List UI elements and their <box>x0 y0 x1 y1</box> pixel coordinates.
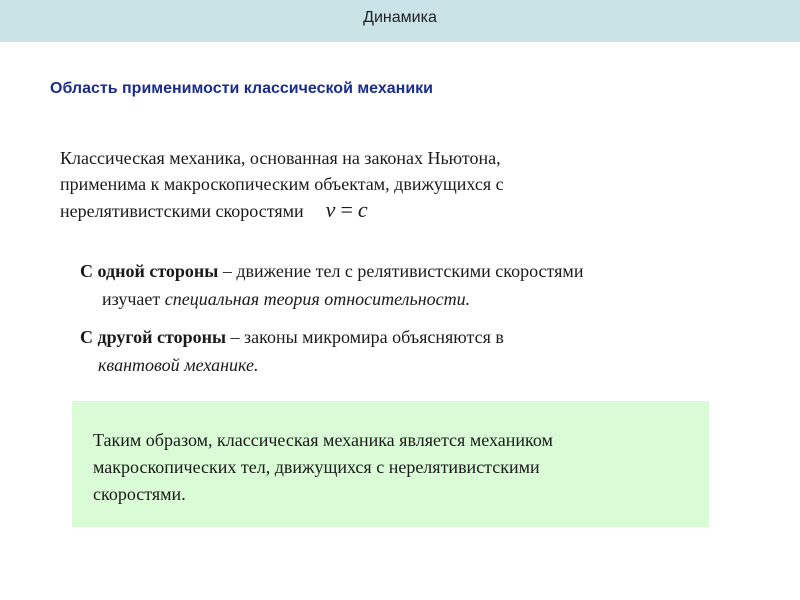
summary-box <box>72 401 709 527</box>
point-1-lead: С одной стороны <box>80 261 219 281</box>
point-2-lead: С другой стороны <box>80 327 227 347</box>
intro-line-1: Классическая механика, основанная на законах Ньютона, <box>60 148 501 168</box>
point-2-italic: квантовой механике. <box>98 355 259 375</box>
point-2-line2 <box>80 351 740 379</box>
point-quantum <box>80 323 740 379</box>
point-2-text: – законы микромира объясняются в <box>226 327 504 347</box>
point-1-text2: изучает <box>102 289 165 309</box>
velocity-formula <box>326 197 368 222</box>
point-1-italic: специальная теория относительности. <box>164 289 471 309</box>
formula-c: c <box>357 197 368 222</box>
header-bar <box>0 0 800 42</box>
summary-text <box>93 427 693 508</box>
point-relativistic <box>80 257 740 313</box>
header-title: Динамика <box>363 9 437 26</box>
formula-equals: = <box>340 197 353 222</box>
point-1-text: – движение тел с релятивистскими скоростями <box>218 261 584 281</box>
summary-line-1: Таким образом, классическая механика является механиком <box>93 430 553 450</box>
intro-line-3: нерелятивистскими скоростями <box>60 201 304 221</box>
summary-line-3: скоростями. <box>93 484 186 504</box>
intro-paragraph <box>60 145 660 224</box>
formula-v: v <box>325 197 336 222</box>
summary-line-2: макроскопических тел, движущихся с нерелятивистскими <box>93 457 540 477</box>
point-1-line2 <box>80 285 740 313</box>
slide-title: Область применимости классической механики <box>50 80 434 97</box>
intro-line-2: применима к макроскопическим объектам, движущихся с <box>60 174 504 194</box>
